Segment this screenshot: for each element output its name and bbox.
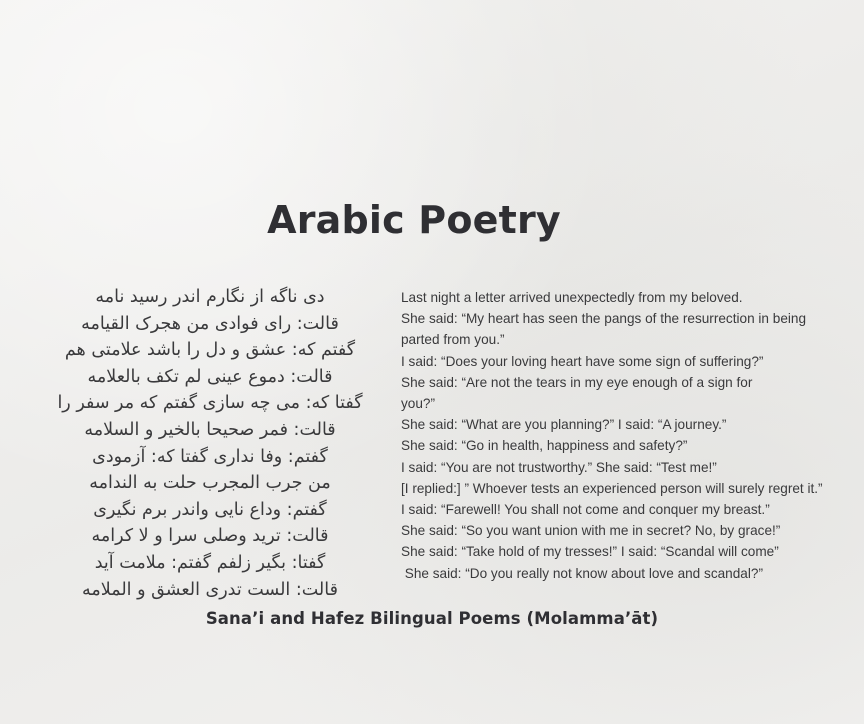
- translation-line: you?”: [401, 396, 436, 412]
- caption: Sana’i and Hafez Bilingual Poems (Molamma’āt): [205, 609, 659, 628]
- arabic-line: دی ناگه از نگارم اندر رسید نامه: [95, 287, 325, 307]
- translation-line: [I replied:] ” Whoever tests an experienced person will surely regret it.”: [401, 480, 823, 496]
- arabic-poem: [40, 284, 380, 603]
- arabic-line: قالت: رای فوادی من هجرک القیامه: [81, 313, 339, 334]
- translation-line: She said: “Take hold of my tresses!” I said: “Scandal will come”: [401, 544, 779, 560]
- translation-line: She said: “So you want union with me in secret? No, by grace!”: [401, 523, 781, 539]
- arabic-line: گفتم: وداع نایی واندر برم نگیری: [93, 499, 327, 520]
- translation-line: parted from you.”: [401, 332, 505, 348]
- translation-line: She said: “My heart has seen the pangs of the resurrection in being: [401, 311, 807, 327]
- translation-line: She said: “Go in health, happiness and safety?”: [401, 438, 688, 454]
- arabic-line: گفتا: بگیر زلفم گفتم: ملامت آید: [94, 552, 326, 573]
- arabic-line: قالت: الست تدری العشق و الملامه: [82, 579, 338, 600]
- translation-line: I said: “You are not trustworthy.” She said: “Test me!”: [401, 459, 717, 475]
- arabic-line: من جرب المجرب حلت به الندامه: [89, 473, 331, 494]
- arabic-line: گفتا که: می چه سازی گفتم که مر سفر را: [57, 393, 363, 414]
- english-translation: [401, 287, 864, 584]
- translation-line: Last night a letter arrived unexpectedly from my beloved.: [401, 290, 743, 305]
- translation-line: She said: “Are not the tears in my eye enough of a sign for: [401, 374, 753, 390]
- translation-line: She said: “Do you really not know about love and scandal?”: [401, 565, 763, 581]
- arabic-line: قالت: ترید وصلی سرا و لا کرامه: [91, 526, 329, 547]
- translation-line: I said: “Farewell! You shall not come and conquer my breast.”: [401, 502, 770, 518]
- translation-line: I said: “Does your loving heart have some sign of suffering?”: [401, 353, 764, 369]
- arabic-line: گفتم که: عشق و دل را باشد علامتی هم: [64, 340, 356, 361]
- arabic-line: گفتم: وفا نداری گفتا که: آزمودی: [92, 446, 328, 467]
- translation-line: She said: “What are you planning?” I said: “A journey.”: [401, 417, 727, 433]
- arabic-line: قالت: فمر صحیحا بالخیر و السلامه: [84, 419, 336, 440]
- arabic-line: قالت: دموع عینی لم تکف بالعلامه: [87, 366, 333, 387]
- page-title: Arabic Poetry: [267, 198, 561, 242]
